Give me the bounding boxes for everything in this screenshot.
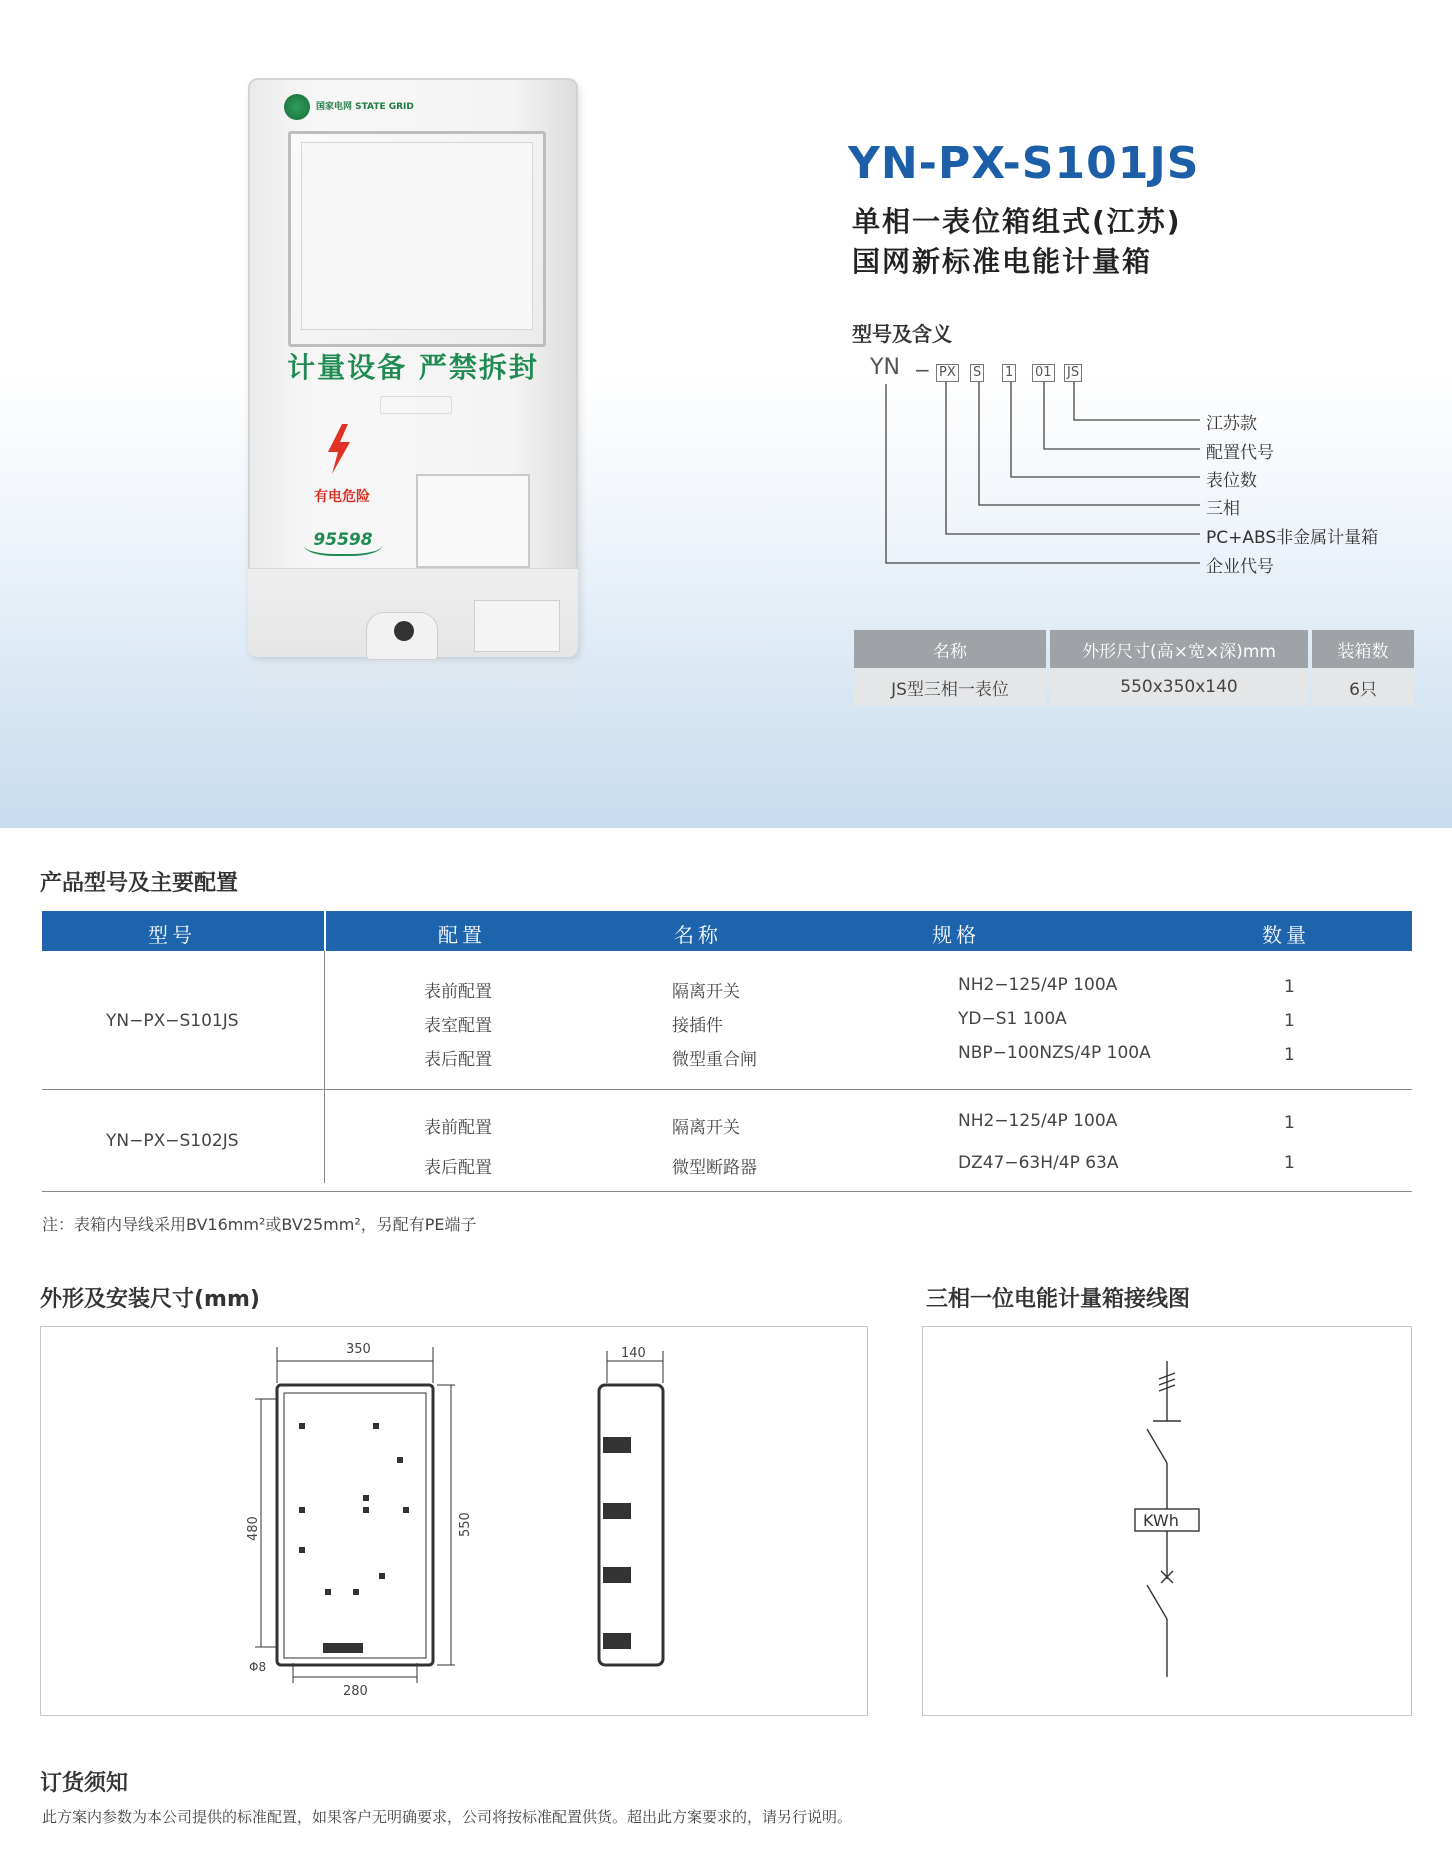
meaning-heading: 型号及含义: [852, 322, 952, 346]
config-cell: NH2−125/4P 100A: [958, 1111, 1118, 1131]
order-text: 此方案内参数为本公司提供的标准配置，如果客户无明确要求，公司将按标准配置供货。超出此方案要求的，请另行说明。: [42, 1808, 853, 1826]
meaning-label-threephase: 三相: [1206, 499, 1240, 519]
subtitle-line2: 国网新标准电能计量箱: [852, 245, 1153, 278]
config-cell: 接插件: [672, 1016, 723, 1036]
config-divider: [324, 951, 325, 1183]
code-js: JS: [1064, 364, 1082, 382]
config-cell: 1: [1284, 1045, 1295, 1065]
dim-depth: 140: [621, 1346, 646, 1361]
spec-header-qty: 装箱数: [1312, 630, 1414, 668]
meaning-label-js: 江苏款: [1206, 414, 1257, 434]
code-s: S: [970, 364, 984, 382]
lock-icon: [394, 621, 414, 641]
code-yn: YN: [870, 355, 900, 380]
config-cell: NH2−125/4P 100A: [958, 975, 1118, 995]
dim-inner-height: 480: [246, 1516, 261, 1541]
dim-height: 550: [458, 1512, 473, 1537]
code-px: PX: [936, 364, 959, 382]
config-cell: 微型重合闸: [672, 1050, 757, 1070]
spec-cell-size: 550x350x140: [1050, 668, 1308, 706]
warning-text: 计量设备 严禁拆封: [287, 351, 539, 384]
lock: [366, 612, 438, 660]
config-model-1: YN−PX−S101JS: [106, 1011, 239, 1031]
dimensions-panel: [40, 1326, 868, 1716]
dim-width: 350: [346, 1342, 371, 1357]
code-dash: −: [914, 358, 931, 382]
config-header-config: 配置: [438, 923, 486, 947]
meaning-label-company: 企业代号: [1206, 557, 1274, 577]
config-header-qty: 数量: [1262, 923, 1310, 947]
wiring-heading: 三相一位电能计量箱接线图: [926, 1287, 1191, 1312]
config-cell: 1: [1284, 1011, 1295, 1031]
order-heading: 订货须知: [40, 1771, 129, 1796]
config-bottom-line: [42, 1191, 1412, 1192]
spec-table: [850, 630, 1418, 706]
meaning-label-config: 配置代号: [1206, 443, 1274, 463]
config-cell: 隔离开关: [672, 982, 740, 1002]
config-cell: 1: [1284, 1113, 1295, 1133]
dimensions-heading: 外形及安装尺寸(mm): [40, 1287, 260, 1312]
danger-text: 有电危险: [314, 489, 370, 505]
config-cell: 表前配置: [424, 1118, 492, 1138]
wiring-diagram: [923, 1327, 1411, 1715]
config-cell: 微型断路器: [672, 1158, 757, 1178]
dim-bottom-width: 280: [343, 1684, 368, 1699]
spec-cell-qty: 6只: [1312, 668, 1414, 706]
wiring-panel: [922, 1326, 1412, 1716]
config-model-2: YN−PX−S102JS: [106, 1131, 239, 1151]
config-cell: 表前配置: [424, 982, 492, 1002]
config-cell: YD−S1 100A: [958, 1009, 1067, 1029]
meter-label: KWh: [1143, 1511, 1179, 1530]
config-heading: 产品型号及主要配置: [40, 871, 239, 896]
config-cell: NBP−100NZS/4P 100A: [958, 1043, 1151, 1063]
config-cell: 表后配置: [424, 1050, 492, 1070]
meaning-label-material: PC+ABS非金属计量箱: [1206, 528, 1379, 548]
config-header-name: 名称: [674, 923, 722, 947]
spec-header-name: 名称: [854, 630, 1046, 668]
box-reflection: [248, 660, 578, 740]
config-cell: 表后配置: [424, 1158, 492, 1178]
dim-hole: Φ8: [249, 1660, 267, 1674]
config-table: [42, 911, 1412, 1191]
config-table-header: [42, 911, 1412, 951]
meaning-label-positions: 表位数: [1206, 471, 1257, 491]
config-header-spec: 规格: [932, 923, 980, 947]
config-cell: 1: [1284, 1153, 1295, 1173]
config-header-model: 型号: [148, 923, 196, 947]
code-01: 01: [1032, 364, 1055, 382]
config-cell: 表室配置: [424, 1016, 492, 1036]
hotline-logo: 95598: [304, 530, 382, 556]
subtitle-line1: 单相一表位箱组式(江苏): [852, 205, 1182, 238]
model-title: YN-PX-S101JS: [848, 138, 1200, 189]
small-window: [474, 600, 560, 652]
code-1: 1: [1002, 364, 1016, 382]
config-cell: 隔离开关: [672, 1118, 740, 1138]
spec-cell-name: JS型三相一表位: [854, 668, 1046, 706]
config-cell: DZ47−63H/4P 63A: [958, 1153, 1119, 1173]
config-cell: 1: [1284, 977, 1295, 997]
config-note: 注：表箱内导线采用BV16mm²或BV25mm²，另配有PE端子: [42, 1215, 477, 1234]
spec-header-size: 外形尺寸(高×宽×深)mm: [1050, 630, 1308, 668]
dimension-drawing: [41, 1327, 867, 1715]
config-row-separator: [42, 1089, 1412, 1090]
logo-text: 国家电网 STATE GRID: [316, 102, 414, 112]
